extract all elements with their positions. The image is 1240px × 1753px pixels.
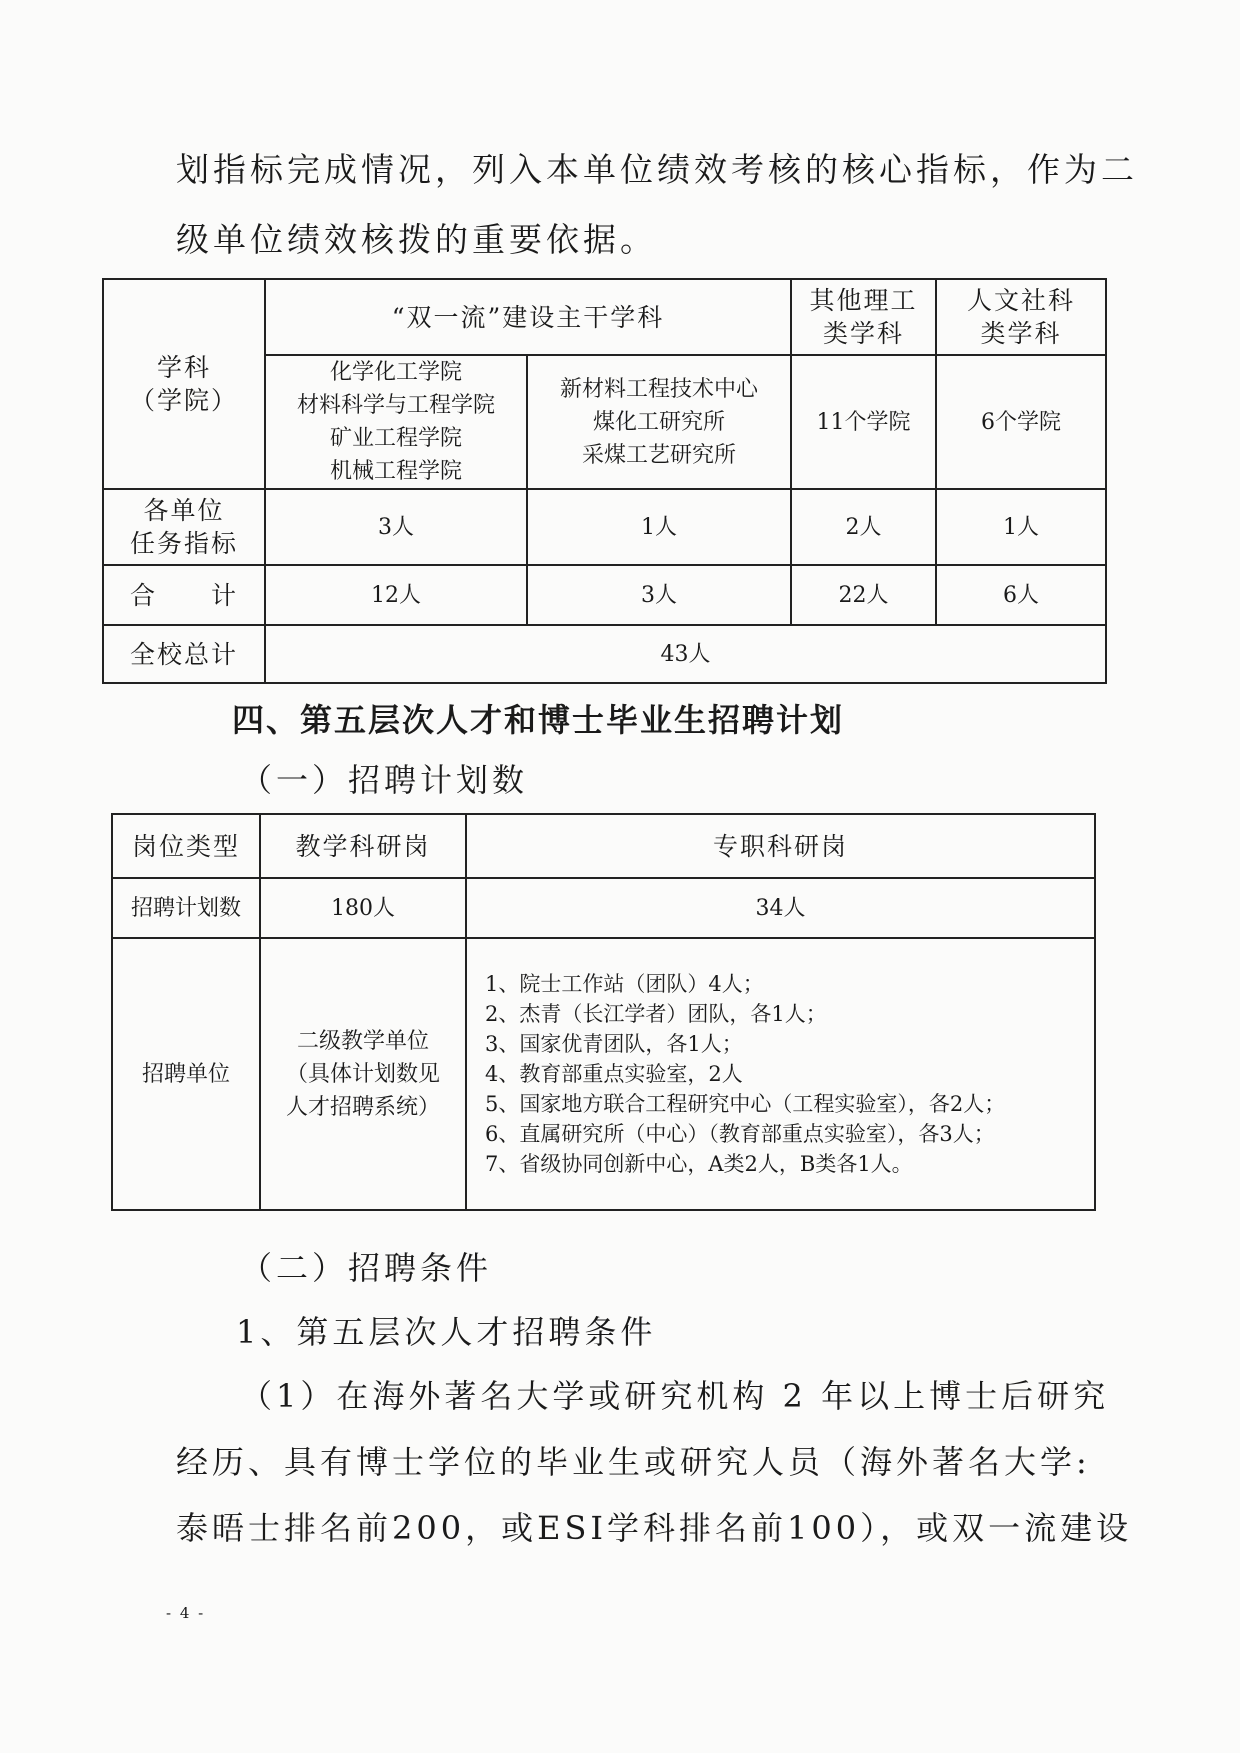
subject-header: 学科 （学院） <box>103 279 265 489</box>
task-value: 2人 <box>791 489 936 565</box>
double-first-class-header: “双一流”建设主干学科 <box>265 279 791 355</box>
post-type-label: 岗位类型 <box>112 814 260 878</box>
item-1-heading: 1、第五层次人才招聘条件 <box>236 1313 657 1351</box>
task-value: 1人 <box>527 489 791 565</box>
page-number: - 4 - <box>166 1604 206 1622</box>
list-item: 7、省级协同创新中心，A类2人，B类各1人。 <box>485 1152 913 1176</box>
intro-line-2: 级单位绩效核拨的重要依据。 <box>176 220 657 259</box>
humanities-header: 人文社科 类学科 <box>936 279 1106 355</box>
condition-line-3: 泰晤士排名前200，或ESI学科排名前100），或双一流建设 <box>176 1509 1133 1547</box>
indicator-table <box>102 278 1107 684</box>
plan-count-teaching: 180人 <box>260 878 466 938</box>
section-4-sub-1: （一）招聘计划数 <box>240 761 529 799</box>
sum-label: 合 计 <box>103 565 265 625</box>
section-4-sub-2: （二）招聘条件 <box>240 1249 493 1287</box>
plan-count-research: 34人 <box>466 878 1095 938</box>
group-a-colleges: 化学化工学院 材料科学与工程学院 矿业工程学院 机械工程学院 <box>265 355 527 489</box>
sum-value: 6人 <box>936 565 1106 625</box>
task-value: 1人 <box>936 489 1106 565</box>
task-label: 各单位 任务指标 <box>103 489 265 565</box>
recruiting-unit-label: 招聘单位 <box>112 938 260 1210</box>
list-item: 6、直属研究所（中心）（教育部重点实验室），各3人； <box>485 1122 995 1146</box>
recruiting-unit-teaching: 二级教学单位 （具体计划数见 人才招聘系统） <box>260 938 466 1210</box>
teaching-research-header: 教学科研岗 <box>260 814 466 878</box>
sum-value: 3人 <box>527 565 791 625</box>
group-b-institutes: 新材料工程技术中心 煤化工研究所 采煤工艺研究所 <box>527 355 791 489</box>
sum-value: 22人 <box>791 565 936 625</box>
intro-line-1: 划指标完成情况，列入本单位绩效考核的核心指标，作为二 <box>176 150 1138 189</box>
plan-count-label: 招聘计划数 <box>112 878 260 938</box>
total-label: 全校总计 <box>103 625 265 683</box>
recruiting-unit-research-list <box>466 938 1095 1210</box>
list-item: 3、国家优青团队，各1人； <box>485 1032 743 1056</box>
sum-value: 12人 <box>265 565 527 625</box>
list-item: 2、杰青（长江学者）团队，各1人； <box>485 1002 827 1026</box>
humanities-colleges: 6个学院 <box>936 355 1106 489</box>
total-value: 43人 <box>265 625 1106 683</box>
condition-line-1: （1）在海外著名大学或研究机构 2 年以上博士后研究 <box>240 1377 1110 1415</box>
recruitment-plan-table <box>111 813 1096 1211</box>
other-science-colleges: 11个学院 <box>791 355 936 489</box>
list-item: 1、院士工作站（团队）4人； <box>485 972 764 996</box>
section-4-title: 四、第五层次人才和博士毕业生招聘计划 <box>232 701 845 739</box>
list-item: 4、教育部重点实验室，2人 <box>485 1062 743 1086</box>
condition-line-2: 经历、具有博士学位的毕业生或研究人员（海外著名大学: <box>176 1443 1091 1481</box>
other-science-header: 其他理工 类学科 <box>791 279 936 355</box>
task-value: 3人 <box>265 489 527 565</box>
full-time-research-header: 专职科研岗 <box>466 814 1095 878</box>
list-item: 5、国家地方联合工程研究中心（工程实验室），各2人； <box>485 1092 1006 1116</box>
